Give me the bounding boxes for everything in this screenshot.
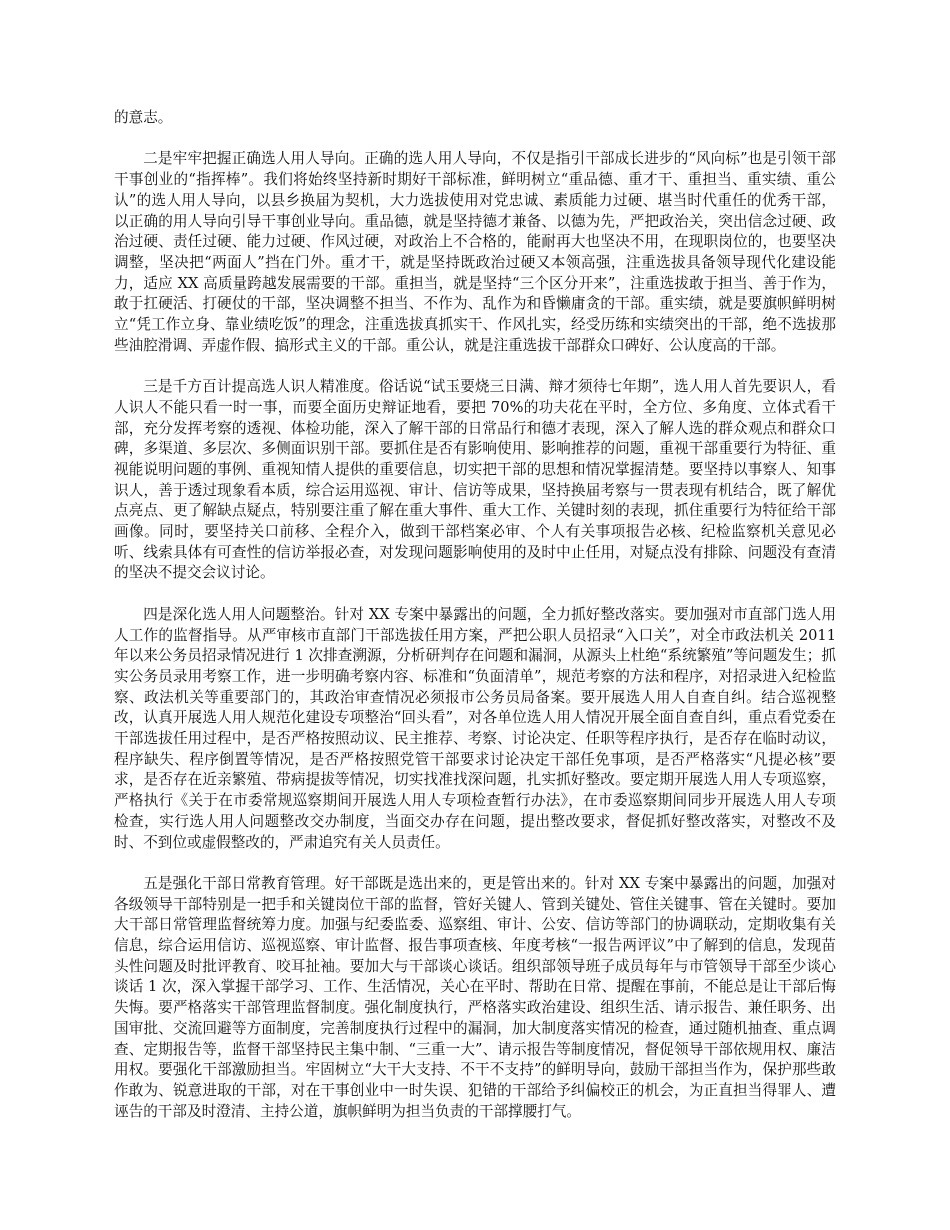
document-body: [114, 108, 836, 1143]
paragraph-problem-rectification: 四是深化选人用人问题整治。针对 XX 专案中暴露出的问题，全力抓好整改落实。要加强对市直部门选人用人工作的监督指导。从严审核市直部门干部选拔任用方案，严把公职人员招录“入口关”，对全市政法机关 2011 年以来公务员招录情况进行 1 次排查溯源，分析研判存在问题和漏洞，从源头上杜绝“系统繁殖”等问题发生；抓实公务员录用考察工作，进一步明确考察内容、标准和“负面清单”，规范考察的方法和程序，对招录进入纪检监察、政法机关等重要部门的，其政治审查情况必须报市公务员局备案。要开展选人用人自查自纠。结合巡视整改，认真开展选人用人规范化建设专项整治“回头看”，对各单位选人用人情况开展全面自查自纠，重点看党委在干部选拔任用过程中，是否严格按照动议、民主推荐、考察、讨论决定、任职等程序执行，是否存在临时动议，程序缺失、程序倒置等情况，是否严格按照党管干部要求讨论决定干部任免事项，是否严格落实“凡提必核”要求，是否存在近亲繁殖、带病提拔等情况，切实找准找深问题，扎实抓好整改。要定期开展选人用人专项巡察，严格执行《关于在市委常规巡察期间开展选人用人专项检查暂行办法》，在市委巡察期间同步开展选人用人专项检查，实行选人用人问题整改交办制度，当面交办存在问题，提出整改要求，督促抓好整改落实，对整改不及时、不到位或虚假整改的，严肃追究有关人员责任。: [114, 605, 836, 851]
paragraph-intro-fragment: 的意志。: [114, 109, 173, 126]
paragraph-selection-orientation: 二是牢牢把握正确选人用人导向。正确的选人用人导向，不仅是指引干部成长进步的“风向标”也是引领干部干事创业的“指挥棒”。我们将始终坚持新时期好干部标准，鲜明树立“重品德、重才干、重担当、重实绩、重公认”的选人用人导向，以县乡换届为契机，大力选拔使用对党忠诚、素质能力过硬、堪当时代重任的优秀干部，以正确的用人导向引导干事创业导向。重品德，就是坚持德才兼备、以德为先，严把政治关，突出信念过硬、政治过硬、责任过硬、能力过硬、作风过硬，对政治上不合格的，能耐再大也坚决不用，在现职岗位的，也要坚决调整，坚决把“两面人”挡在门外。重才干，就是坚持既政治过硬又本领高强，注重选拔具备领导现代化建设能力，适应 XX 高质量跨越发展需要的干部。重担当，就是坚持“三个区分开来”，注重选拔敢于担当、善于作为，敢于扛硬活、打硬仗的干部，坚决调整不担当、不作为、乱作为和昏懒庸贪的干部。重实绩，就是要旗帜鲜明树立“凭工作立身、靠业绩吃饭”的理念，注重选拔真抓实干、作风扎实，经受历练和实绩突出的干部，绝不选拔那些油腔滑调、弄虚作假、搞形式主义的干部。重公认，就是注重选拔干部群众口碑好、公认度高的干部。: [114, 150, 836, 354]
paragraph-selection-accuracy: 三是千方百计提高选人识人精准度。俗话说“试玉要烧三日满、辩才须待七年期”，选人用人首先要识人，看人识人不能只看一时一事，而要全面历史辩证地看，要把 70%的功夫花在平时，全方位、多角度、立体式看干部，充分发挥考察的透视、体检功能，深入了解干部的日常品行和德才表现，深入了解人选的群众观点和群众口碑，多渠道、多层次、多侧面识别干部。要抓住是否有影响使用、影响推荐的问题，重视干部重要行为特征、重视能说明问题的事例、重视知情人提供的重要信息，切实把干部的思想和情况掌握清楚。要坚持以事察人、知事识人，善于透过现象看本质，综合运用巡视、审计、信访等成果，坚持换届考察与一贯表现有机结合，既了解优点亮点、更了解缺点疑点，特别要注重了解在重大事件、重大工作、关键时刻的表现，抓住重要行为特征给干部画像。同时，要坚持关口前移、全程介入，做到干部档案必审、个人有关事项报告必核、纪检监察机关意见必听、线索具体有可查性的信访举报必查，对发现问题影响使用的及时中止任用，对疑点没有排除、问题没有查清的坚决不提交会议讨论。: [114, 378, 836, 582]
paragraph-daily-management: 五是强化干部日常教育管理。好干部既是选出来的，更是管出来的。针对 XX 专案中暴露出的问题，加强对各级领导干部特别是一把手和关键岗位干部的监督，管好关键人、管到关键处、管住关键事、管在关键时。要加大干部日常管理监督统筹力度。加强与纪委监委、巡察组、审计、公安、信访等部门的协调联动，定期收集有关信息，综合运用信访、巡视巡察、审计监督、报告事项查核、年度考核“一报告两评议”中了解到的信息，发现苗头性问题及时批评教育、咬耳扯袖。要加大与干部谈心谈话。组织部领导班子成员每年与市管领导干部至少谈心谈话 1 次，深入掌握干部学习、工作、生活情况，关心在平时、帮助在日常、提醒在事前，不能总是让干部后悔失悔。要严格落实干部管理监督制度。强化制度执行，严格落实政治建设、组织生活、请示报告、兼任职务、出国审批、交流回避等方面制度，完善制度执行过程中的漏洞，加大制度落实情况的检查，通过随机抽查、重点调查、定期报告等，监督干部坚持民主集中制、“三重一大”、请示报告等制度情况，督促领导干部依规用权、廉洁用权。要强化干部激励担当。牢固树立“大干大支持、不干不支持”的鲜明导向，鼓励干部担当作为，保护那些敢作敢为、锐意进取的干部，对在干事创业中一时失误、犯错的干部给予纠偏校正的机会，为正直担当得罪人、遭诬告的干部及时澄清、主持公道，旗帜鲜明为担当负责的干部撑腰打气。: [114, 874, 836, 1120]
